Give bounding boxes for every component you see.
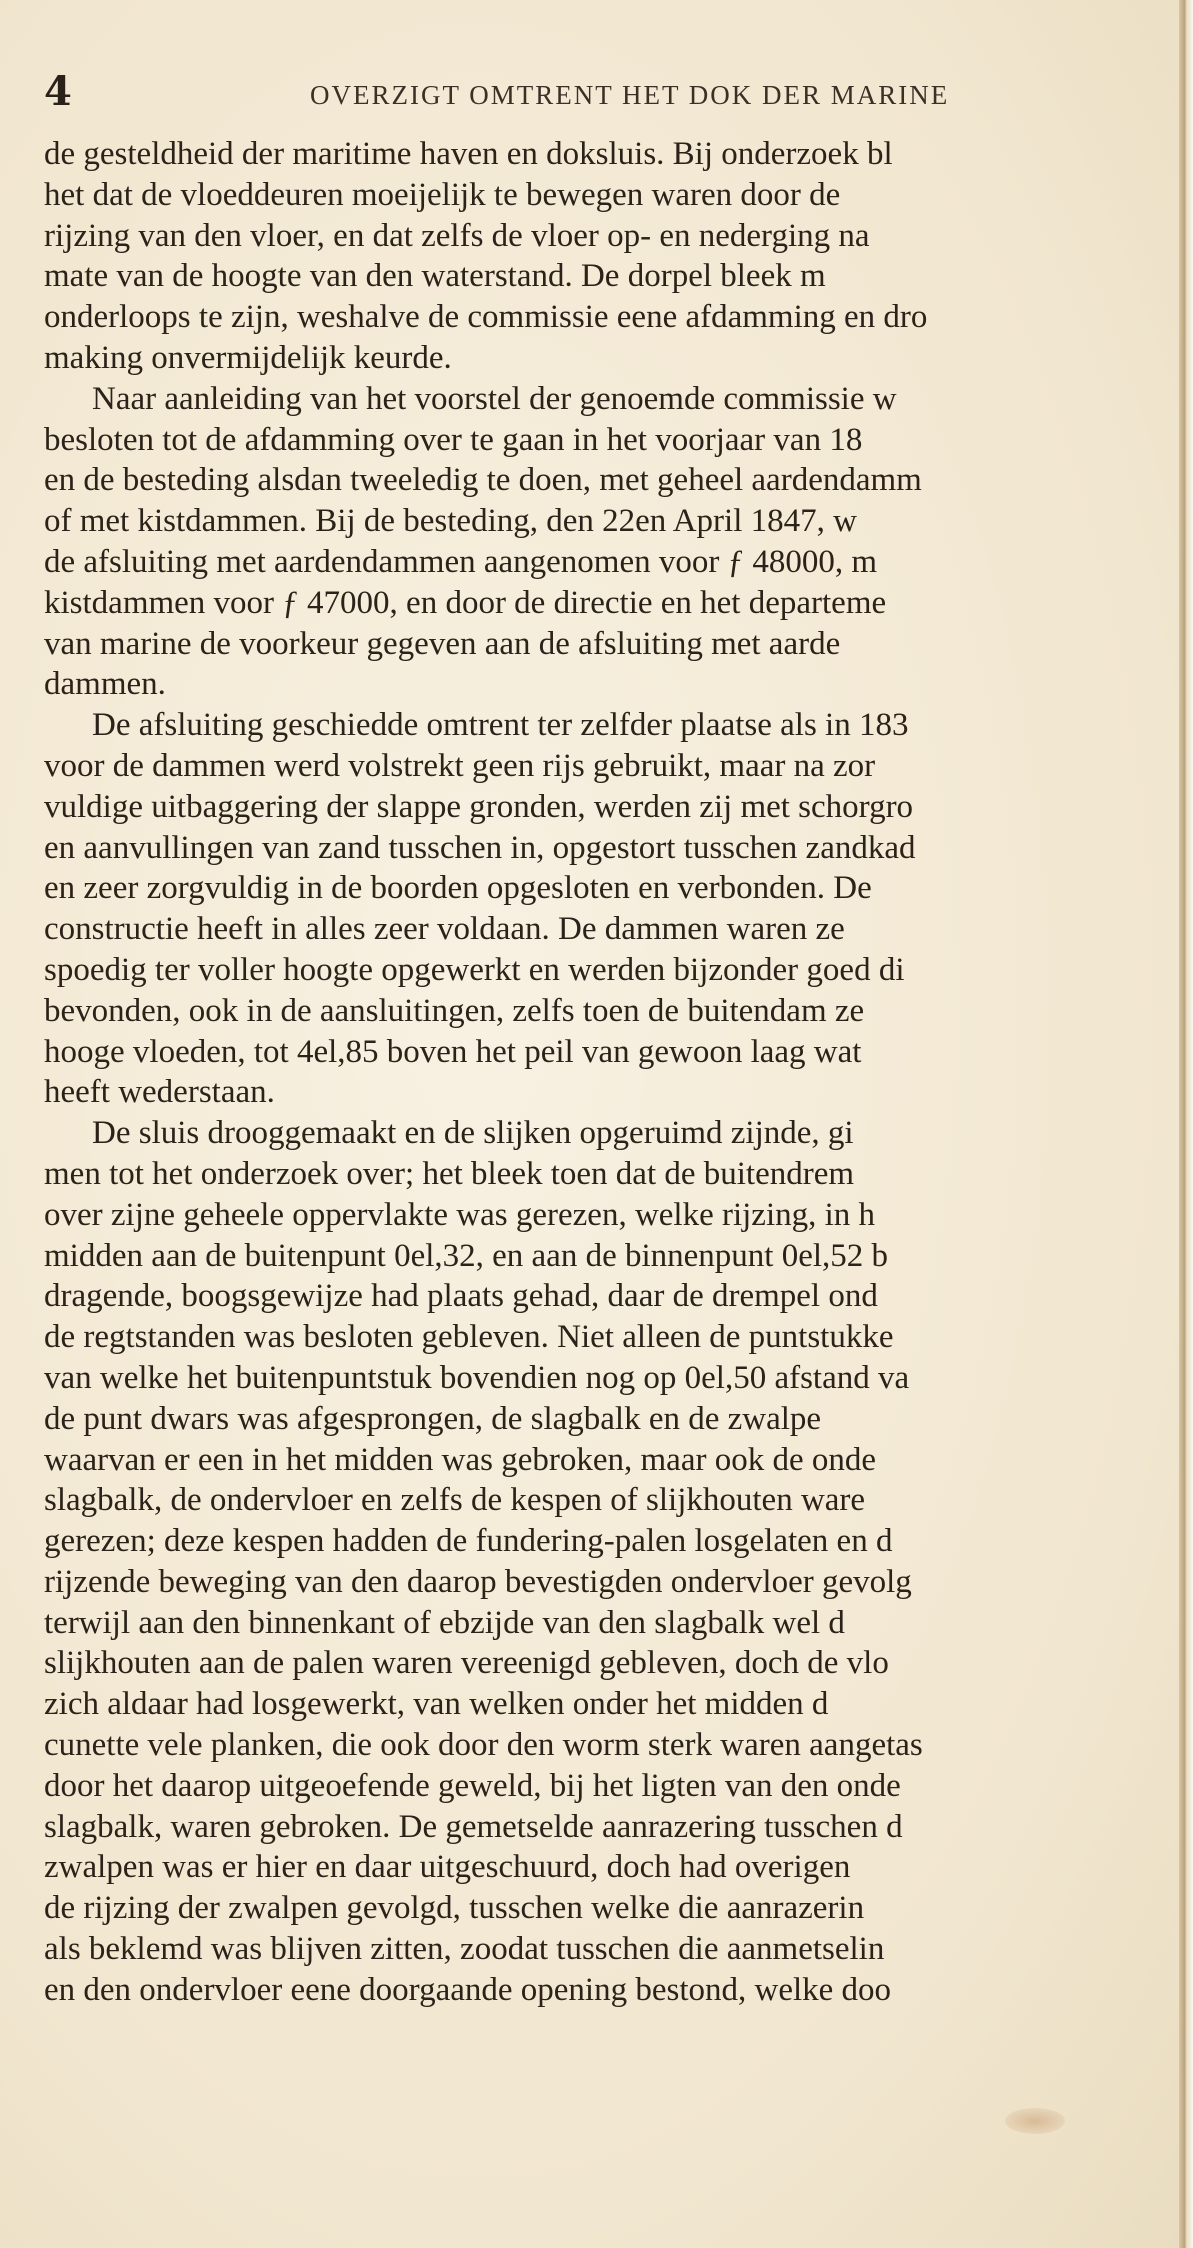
- text-line: waarvan er een in het midden was gebroken, maar ook de onde: [44, 1441, 877, 1478]
- text-line: rijzing van den vloer, en dat zelfs de vloer op- en nederging na: [44, 217, 870, 254]
- text-line: de afsluiting met aardendammen aangenomen voor ƒ 48000, m: [44, 543, 878, 580]
- text-line: en aanvullingen van zand tusschen in, opgestort tusschen zandkad: [44, 829, 916, 866]
- text-line: kistdammen voor ƒ 47000, en door de directie en het departeme: [44, 584, 887, 621]
- text-line: de gesteldheid der maritime haven en doksluis. Bij onderzoek bl: [44, 136, 893, 172]
- text-line: zich aldaar had losgewerkt, van welken onder het midden d: [44, 1686, 829, 1723]
- text-line: bevonden, ook in de aansluitingen, zelfs toen de buitendam ze: [44, 992, 865, 1029]
- paragraph-start-line: Naar aanleiding van het voorstel der genoemde commissie w: [92, 380, 897, 417]
- text-line: over zijne geheele oppervlakte was gerezen, welke rijzing, in h: [44, 1196, 876, 1233]
- text-line: en zeer zorgvuldig in de boorden opgesloten en verbonden. De: [44, 870, 872, 907]
- text-line: cunette vele planken, die ook door den worm sterk waren aangetas: [44, 1727, 923, 1764]
- text-line: van marine de voorkeur gegeven aan de afsluiting met aarde: [44, 625, 841, 662]
- text-line: hooge vloeden, tot 4el,85 boven het peil van gewoon laag wat: [44, 1033, 862, 1070]
- body-text: [44, 134, 1184, 2011]
- text-line: onderloops te zijn, weshalve de commissie eene afdamming en dro: [44, 299, 928, 336]
- page-number: 4: [44, 68, 72, 115]
- paper-stain: [1005, 2108, 1065, 2134]
- text-line: de punt dwars was afgesprongen, de slagbalk en de zwalpe: [44, 1400, 822, 1437]
- text-line: midden aan de buitenpunt 0el,32, en aan de binnenpunt 0el,52 b: [44, 1237, 889, 1274]
- text-line: spoedig ter voller hoogte opgewerkt en werden bijzonder goed di: [44, 951, 905, 988]
- text-line: gerezen; deze kespen hadden de fundering-palen losgelaten en d: [44, 1523, 893, 1560]
- text-line: slagbalk, de ondervloer en zelfs de kespen of slijkhouten ware: [44, 1482, 866, 1519]
- text-line: zwalpen was er hier en daar uitgeschuurd, doch had overigen: [44, 1849, 851, 1886]
- text-line: en den ondervloer eene doorgaande opening bestond, welke doo: [44, 1971, 892, 2008]
- text-line: slijkhouten aan de palen waren vereenigd gebleven, doch de vlo: [44, 1645, 889, 1682]
- text-line: making onvermijdelijk keurde.: [44, 339, 452, 376]
- text-line: rijzende beweging van den daarop bevestigden ondervloer gevolg: [44, 1563, 912, 1600]
- running-head: OVERZIGT OMTRENT HET DOK DER MARINE: [310, 80, 950, 110]
- text-line: of met kistdammen. Bij de besteding, den 22en April 1847, w: [44, 503, 857, 540]
- text-line: de rijzing der zwalpen gevolgd, tusschen welke die aanrazerin: [44, 1890, 865, 1927]
- text-line: terwijl aan den binnenkant of ebzijde van den slagbalk wel d: [44, 1604, 845, 1641]
- text-line: dammen.: [44, 666, 166, 703]
- text-line: men tot het onderzoek over; het bleek toen dat de buitendrem: [44, 1155, 855, 1192]
- text-line: voor de dammen werd volstrekt geen rijs gebruikt, maar na zor: [44, 747, 876, 784]
- paragraph-start-line: De sluis drooggemaakt en de slijken opgeruimd zijnde, gi: [92, 1115, 854, 1152]
- text-line: als beklemd was blijven zitten, zoodat tusschen die aanmetselin: [44, 1931, 885, 1968]
- text-line: dragende, boogsgewijze had plaats gehad, daar de drempel ond: [44, 1278, 878, 1315]
- text-line: en de besteding alsdan tweeledig te doen, met geheel aardendamm: [44, 462, 922, 499]
- text-line: de regtstanden was besloten gebleven. Niet alleen de puntstukke: [44, 1319, 894, 1356]
- paragraph-start-line: De afsluiting geschiedde omtrent ter zelfder plaatse als in 183: [92, 707, 909, 744]
- page-header: [44, 68, 1164, 118]
- text-line: constructie heeft in alles zeer voldaan. De dammen waren ze: [44, 911, 845, 948]
- text-line: besloten tot de afdamming over te gaan in het voorjaar van 18: [44, 421, 863, 458]
- text-line: vuldige uitbaggering der slappe gronden, werden zij met schorgro: [44, 788, 914, 825]
- text-line: heeft wederstaan.: [44, 1074, 275, 1111]
- text-line: mate van de hoogte van den waterstand. De dorpel bleek m: [44, 258, 826, 295]
- text-line: het dat de vloeddeuren moeijelijk te bewegen waren door de: [44, 176, 841, 213]
- text-line: van welke het buitenpuntstuk bovendien nog op 0el,50 afstand va: [44, 1359, 910, 1396]
- text-line: slagbalk, waren gebroken. De gemetselde aanrazering tusschen d: [44, 1808, 903, 1845]
- text-line: door het daarop uitgeoefende geweld, bij het ligten van den onde: [44, 1767, 901, 1804]
